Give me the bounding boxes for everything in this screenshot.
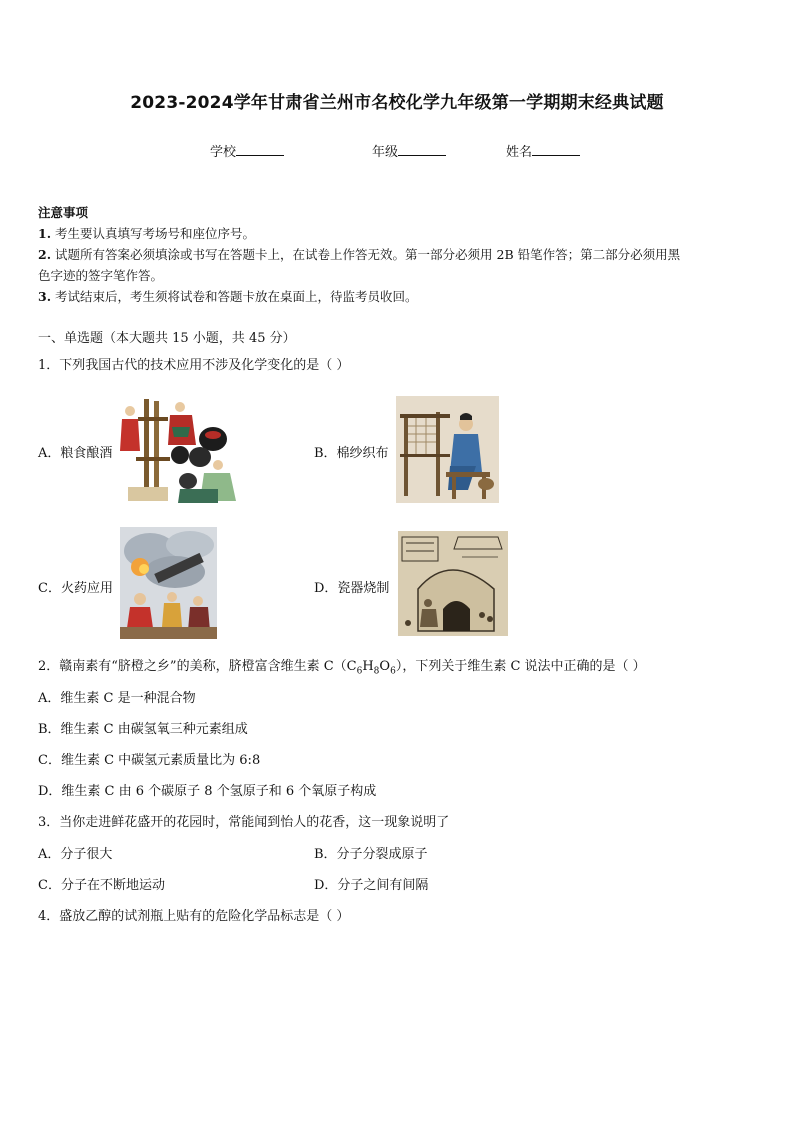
note-item-2	[38, 245, 680, 263]
note-item-1	[38, 224, 255, 242]
q1-option-d: D．瓷器烧制	[314, 581, 390, 596]
brewing-illustration	[118, 397, 240, 508]
q2-hydrogen: H	[362, 659, 374, 674]
q3-option-b: B．分子分裂成原子	[314, 847, 428, 862]
q2-option-c: C．维生素 C 中碳氢元素质量比为 6:8	[38, 753, 261, 768]
q2-stem-post: ），下列关于维生素 C 说法中正确的是（ ）	[395, 659, 646, 674]
q2-sub-hydrogen: 8	[373, 666, 380, 677]
q1-option-a: A．粮食酿酒	[38, 446, 113, 461]
q1-option-b: B．棉纱织布	[314, 446, 389, 461]
school-blank	[236, 143, 284, 156]
note-num: 2.	[38, 247, 52, 262]
grade-blank	[398, 143, 446, 156]
porcelain-kiln-illustration	[398, 531, 508, 636]
q2-sub-carbon: 6	[356, 666, 363, 677]
note-text: 色字迹的签字笔作答。	[38, 268, 164, 283]
grade-label: 年级	[372, 145, 399, 160]
grade-field	[372, 141, 446, 160]
page-title: 2023-2024学年甘肃省兰州市名校化学九年级第一学期期末经典试题	[130, 93, 664, 113]
q2-stem-pre: 2．赣南素有“脐橙之乡”的美称，脐橙富含维生素 C（C	[38, 659, 357, 674]
note-text: 试题所有答案必须填涂或书写在答题卡上，在试卷上作答无效。第一部分必须用 2B 铅笔作答；第二部分必须用黑	[55, 247, 681, 262]
note-text: 考试结束后，考生须将试卷和答题卡放在桌面上，待监考员收回。	[55, 289, 418, 304]
q3-option-a: A．分子很大	[38, 847, 113, 862]
q2-option-a: A．维生素 C 是一种混合物	[38, 691, 196, 706]
school-label: 学校	[210, 145, 237, 160]
notes-heading: 注意事项	[38, 205, 89, 220]
name-field	[506, 141, 580, 160]
q2-oxygen: O	[379, 659, 391, 674]
q1-option-c: C．火药应用	[38, 581, 113, 596]
q2-option-d: D．维生素 C 由 6 个碳原子 8 个氢原子和 6 个氧原子构成	[38, 784, 377, 799]
school-field	[210, 141, 284, 160]
note-item-3	[38, 287, 418, 305]
q2-sub-oxygen: 6	[390, 666, 396, 677]
note-num: 3.	[38, 289, 52, 304]
name-blank	[532, 143, 580, 156]
q3-option-c: C．分子在不断地运动	[38, 878, 165, 893]
weaving-illustration	[396, 396, 499, 503]
section-title: 一、单选题（本大题共 15 小题，共 45 分）	[38, 331, 296, 346]
q3-stem: 3．当你走进鲜花盛开的花园时，常能闻到怡人的花香，这一现象说明了	[38, 815, 450, 830]
note-item-2-cont	[38, 266, 163, 284]
q4-stem: 4．盛放乙醇的试剂瓶上贴有的危险化学品标志是（ ）	[38, 909, 350, 924]
note-text: 考生要认真填写考场号和座位序号。	[55, 226, 256, 241]
q2-option-b: B．维生素 C 由碳氢氧三种元素组成	[38, 722, 248, 737]
note-num: 1.	[38, 226, 52, 241]
q2-stem	[38, 655, 646, 677]
q1-stem: 1．下列我国古代的技术应用不涉及化学变化的是（ ）	[38, 358, 350, 373]
gunpowder-illustration	[120, 527, 217, 639]
name-label: 姓名	[506, 145, 533, 160]
q3-option-d: D．分子之间有间隔	[314, 878, 429, 893]
